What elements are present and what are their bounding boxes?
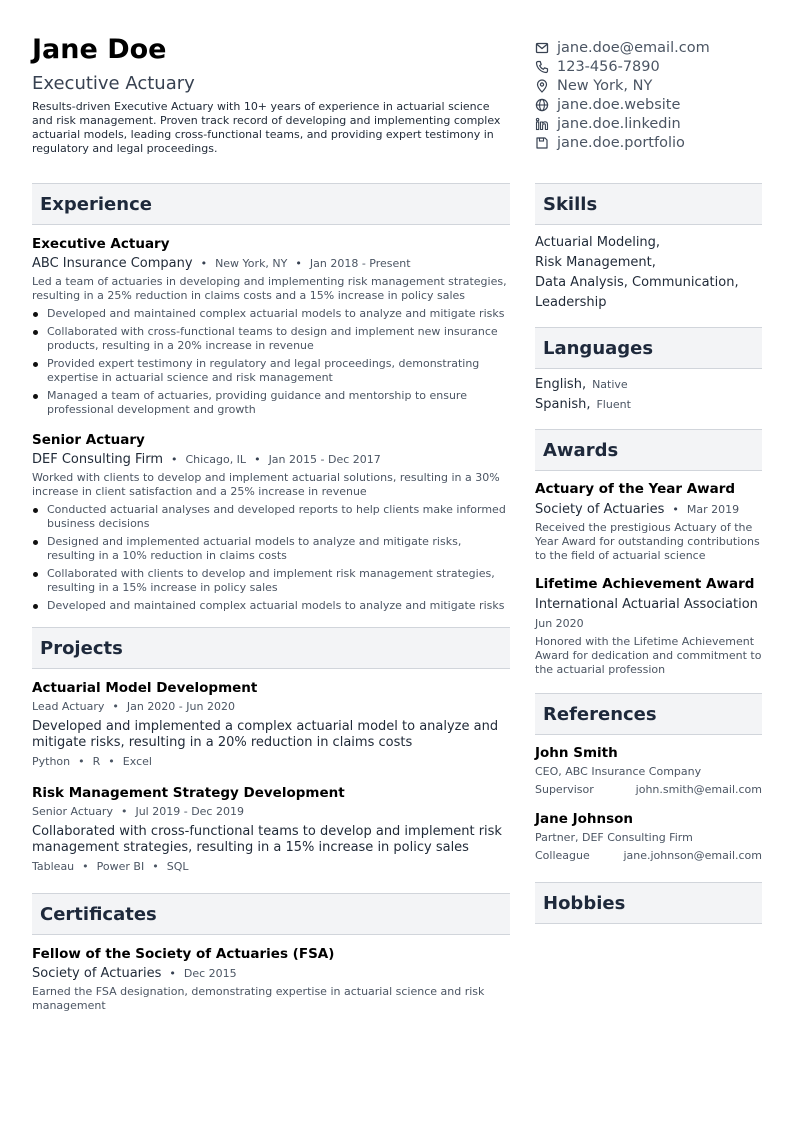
- project-role: Lead Actuary: [32, 700, 105, 713]
- language-item: [535, 395, 762, 415]
- reference-name: John Smith: [535, 745, 618, 761]
- skills-list: [535, 225, 762, 321]
- contact-website[interactable]: [535, 95, 775, 114]
- skill-line: Risk Management,: [535, 255, 656, 270]
- award-entry: [535, 575, 762, 677]
- bullet-text: Conducted actuarial analyses and developed reports to help clients make informed business decisions: [47, 503, 506, 530]
- job-title: Executive Actuary: [32, 236, 170, 252]
- contact-portfolio[interactable]: [535, 133, 775, 152]
- award-meta: [535, 501, 762, 519]
- experience-entry: [32, 235, 510, 417]
- map-pin-icon: [535, 79, 549, 93]
- job-bullets: [32, 307, 510, 417]
- project-tags: [32, 754, 510, 770]
- separator-dot: •: [152, 860, 159, 873]
- section-heading-skills: Skills: [535, 183, 762, 225]
- project-title: Actuarial Model Development: [32, 680, 258, 696]
- bullet-text: Developed and maintained complex actuarial models to analyze and mitigate risks: [47, 599, 505, 612]
- contact-email-text: jane.doe@email.com: [557, 39, 710, 56]
- candidate-title: Executive Actuary: [32, 73, 195, 94]
- job-meta: [32, 451, 510, 469]
- section-heading-references: References: [535, 693, 762, 735]
- project-meta: [32, 699, 510, 715]
- bullet-text: Designed and implemented actuarial models to analyze and mitigate risks, resulting in a 10% reduction in claims costs: [47, 535, 462, 562]
- project-dates: Jan 2020 - Jun 2020: [126, 700, 235, 713]
- certificate-meta: [32, 965, 510, 983]
- language-name: Spanish,: [535, 397, 591, 412]
- award-description: Received the prestigious Actuary of the Year Award for outstanding contributions to the field of actuarial science: [535, 521, 760, 562]
- bullet-text: Collaborated with cross-functional teams to design and implement new insurance products, resulting in a 20% increase in revenue: [47, 325, 498, 352]
- sidebar-column: [535, 183, 762, 924]
- separator-dot: •: [200, 257, 208, 270]
- contact-list: [535, 38, 775, 152]
- language-level: Native: [592, 378, 628, 391]
- award-date: Jun 2020: [535, 617, 584, 630]
- list-item: [32, 503, 510, 531]
- award-title: Lifetime Achievement Award: [535, 576, 755, 592]
- portfolio-icon: [535, 136, 549, 150]
- job-description: Led a team of actuaries in developing and implementing risk management strategies, resulting in a 25% reduction in claims costs and a 15% increase in policy sales: [32, 275, 507, 302]
- languages-list: [535, 369, 762, 423]
- contact-location-text: New York, NY: [557, 77, 653, 94]
- reference-name: Jane Johnson: [535, 811, 634, 827]
- section-heading-languages: Languages: [535, 327, 762, 369]
- job-dates: Jan 2015 - Dec 2017: [268, 453, 381, 466]
- award-title: Actuary of the Year Award: [535, 481, 736, 497]
- reference-position: Partner, DEF Consulting Firm: [535, 831, 693, 844]
- certificate-description: Earned the FSA designation, demonstrating expertise in actuarial science and risk management: [32, 985, 485, 1012]
- experience-entry: [32, 431, 510, 613]
- mail-icon: [535, 41, 549, 55]
- contact-linkedin[interactable]: [535, 114, 775, 133]
- skill-line: Data Analysis, Communication,: [535, 275, 739, 290]
- separator-dot: •: [120, 805, 128, 818]
- contact-location: [535, 76, 775, 95]
- job-location: Chicago, IL: [185, 453, 247, 466]
- separator-dot: •: [82, 860, 89, 873]
- language-name: English,: [535, 377, 587, 392]
- bullet-dot: [33, 572, 38, 577]
- project-entry: [32, 679, 510, 770]
- section-heading-experience: Experience: [32, 183, 510, 225]
- project-title: Risk Management Strategy Development: [32, 785, 345, 801]
- tag: Excel: [122, 755, 152, 768]
- award-date: Mar 2019: [686, 503, 740, 516]
- tag: SQL: [166, 860, 189, 873]
- tag: R: [92, 755, 101, 768]
- summary: Results-driven Executive Actuary with 10+ years of experience in actuarial science and risk management. Proven track record of developing and implementing complex actuarial models, leading cross-functional teams, and providing expert testimony in regulatory and legal proceedings.: [32, 100, 501, 155]
- bullet-dot: [33, 508, 38, 513]
- tag: Tableau: [32, 860, 75, 873]
- list-item: [32, 389, 510, 417]
- language-level: Fluent: [596, 398, 631, 411]
- reference-position: CEO, ABC Insurance Company: [535, 765, 702, 778]
- separator-dot: •: [672, 503, 679, 516]
- section-heading-hobbies: Hobbies: [535, 882, 762, 924]
- separator-dot: •: [295, 257, 302, 270]
- skill-line: Actuarial Modeling,: [535, 235, 661, 250]
- certificate-title: Fellow of the Society of Actuaries (FSA): [32, 946, 335, 962]
- section-heading-certificates: Certificates: [32, 893, 510, 935]
- reference-email[interactable]: jane.johnson@email.com: [623, 849, 762, 862]
- bullet-text: Provided expert testimony in regulatory and legal proceedings, demonstrating expertise in actuarial science and risk management: [47, 357, 480, 384]
- tag: Python: [32, 755, 71, 768]
- linkedin-icon: [535, 117, 549, 131]
- project-role: Senior Actuary: [32, 805, 113, 818]
- resume-header: [32, 34, 512, 156]
- separator-dot: •: [254, 453, 261, 466]
- skill-line: Leadership: [535, 295, 607, 310]
- list-item: [32, 357, 510, 385]
- award-org: Society of Actuaries: [535, 502, 665, 517]
- separator-dot: •: [169, 967, 176, 980]
- certificate-date: Dec 2015: [183, 967, 237, 980]
- project-meta: [32, 804, 510, 820]
- list-item: [32, 599, 510, 613]
- project-entry: [32, 784, 510, 875]
- contact-portfolio-text: jane.doe.portfolio: [557, 134, 685, 151]
- list-item: [32, 535, 510, 563]
- company-name: DEF Consulting Firm: [32, 452, 163, 467]
- bullet-dot: [33, 394, 38, 399]
- bullet-text: Collaborated with clients to develop and implement risk management strategies, resulting in a 15% increase in policy sales: [47, 567, 495, 594]
- list-item: [32, 567, 510, 595]
- list-item: [32, 307, 510, 321]
- contact-website-text: jane.doe.website: [557, 96, 681, 113]
- separator-dot: •: [112, 700, 119, 713]
- job-description: Worked with clients to develop and implement actuarial solutions, resulting in a 30% increase in client satisfaction and a 25% increase in revenue: [32, 471, 500, 498]
- job-bullets: [32, 503, 510, 613]
- bullet-text: Managed a team of actuaries, providing guidance and mentorship to ensure professional development and growth: [47, 389, 467, 416]
- project-tags: [32, 859, 510, 875]
- section-heading-projects: Projects: [32, 627, 510, 669]
- reference-contact: [535, 782, 762, 798]
- reference-email[interactable]: john.smith@email.com: [635, 783, 762, 796]
- main-column: [32, 183, 510, 1013]
- company-name: ABC Insurance Company: [32, 256, 193, 271]
- bullet-dot: [33, 540, 38, 545]
- bullet-dot: [33, 330, 38, 335]
- job-title: Senior Actuary: [32, 432, 145, 448]
- list-item: [32, 325, 510, 353]
- award-org: International Actuarial Association: [535, 597, 758, 612]
- candidate-name: Jane Doe: [32, 34, 167, 65]
- job-dates: Jan 2018 - Present: [309, 257, 411, 270]
- separator-dot: •: [170, 453, 178, 466]
- contact-email[interactable]: [535, 38, 775, 57]
- job-location: New York, NY: [215, 257, 288, 270]
- contact-phone[interactable]: [535, 57, 775, 76]
- job-meta: [32, 255, 510, 273]
- section-heading-awards: Awards: [535, 429, 762, 471]
- separator-dot: •: [78, 755, 85, 768]
- reference-entry: [535, 744, 762, 798]
- certificate-entry: [32, 945, 510, 1013]
- project-dates: Jul 2019 - Dec 2019: [135, 805, 244, 818]
- project-description: Collaborated with cross-functional teams to develop and implement risk management strategies, resulting in a 15% increase in policy sales: [32, 824, 502, 855]
- reference-contact: [535, 848, 762, 864]
- contact-phone-text: 123-456-7890: [557, 58, 660, 75]
- reference-relation: Colleague: [535, 849, 590, 862]
- globe-icon: [535, 98, 549, 112]
- separator-dot: •: [108, 755, 115, 768]
- bullet-text: Developed and maintained complex actuarial models to analyze and mitigate risks: [47, 307, 505, 320]
- award-description: Honored with the Lifetime Achievement Award for dedication and commitment to the actuarial profession: [535, 635, 762, 676]
- contact-linkedin-text: jane.doe.linkedin: [557, 115, 681, 132]
- language-item: [535, 375, 762, 395]
- phone-icon: [535, 60, 549, 74]
- bullet-dot: [33, 312, 38, 317]
- bullet-dot: [33, 362, 38, 367]
- bullet-dot: [33, 604, 38, 609]
- tag: Power BI: [96, 860, 145, 873]
- reference-entry: [535, 810, 762, 864]
- project-description: Developed and implemented a complex actuarial model to analyze and mitigate risks, resulting in a 20% reduction in claims costs: [32, 719, 499, 750]
- award-entry: [535, 480, 762, 563]
- certificate-issuer: Society of Actuaries: [32, 966, 162, 981]
- reference-relation: Supervisor: [535, 783, 594, 796]
